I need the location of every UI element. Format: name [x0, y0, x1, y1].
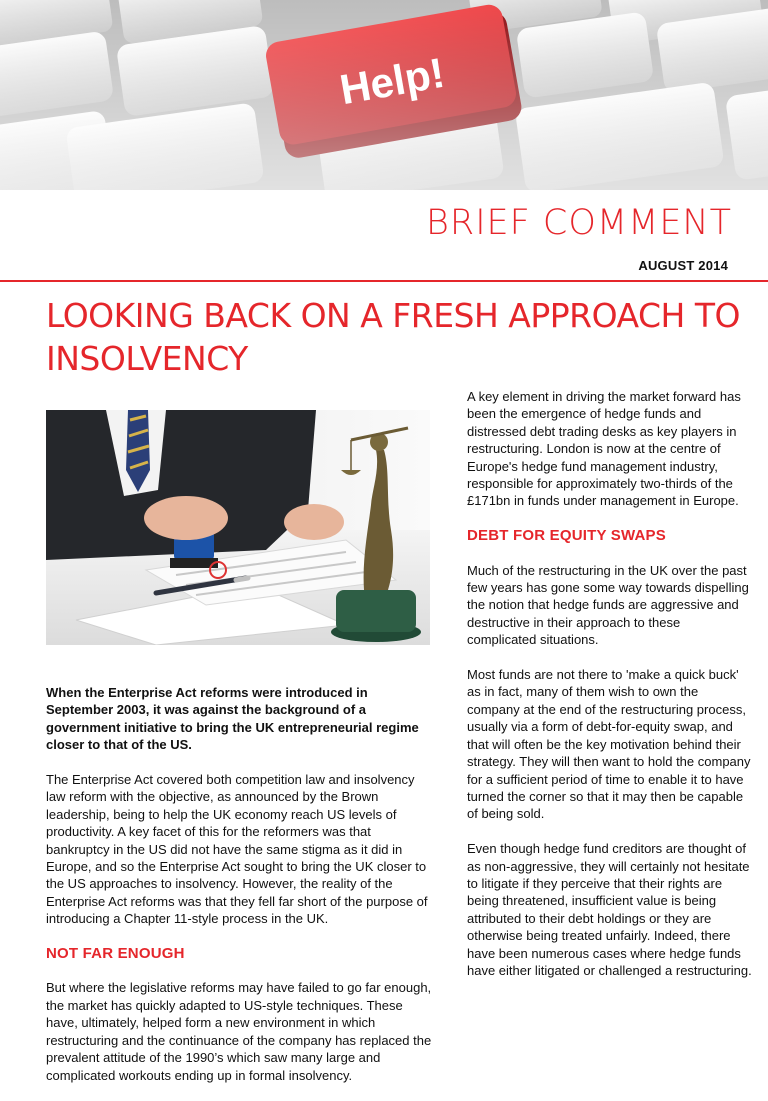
section-heading-debt-for-equity-swaps: DEBT FOR EQUITY SWAPS	[467, 527, 666, 545]
hero-keyboard-image	[0, 0, 768, 190]
article-paragraph: But where the legislative reforms may have failed to go far enough, the market has quickly adapted to US-style techniques. These have, ultimately, helped form a new environment in which restructuring and the continuance of the company has replaced the prevalent attitude of the 1990’s which saw many large and complicated workouts ending up in formal insolvency.	[46, 980, 432, 1083]
article-paragraph: Much of the restructuring in the UK over the past few years has gone some way towards dispelling the notion that hedge funds are aggressive and destructive in their approach to these complicated situations.	[467, 562, 749, 648]
article-photo	[46, 410, 430, 645]
keyboard-illustration	[0, 0, 768, 190]
article-right-column	[467, 388, 753, 997]
issue-date: AUGUST 2014	[638, 258, 728, 273]
section-heading-not-far-enough: NOT FAR ENOUGH	[46, 945, 185, 963]
lawyer-stamping-document-illustration	[46, 410, 430, 645]
article-headline: LOOKING BACK ON A FRESH APPROACH TO INSOLVENCY	[46, 296, 740, 378]
masthead-divider	[0, 280, 768, 282]
article-left-column	[46, 684, 432, 1101]
article-paragraph: A key element in driving the market forward has been the emergence of hedge funds and distressed debt trading desks as key players in restructuring. London is now at the centre of Europe's hedge fund management industry, responsible for approximately two-thirds of the £171bn in funds under management in Europe.	[467, 389, 741, 509]
article-paragraph: Most funds are not there to 'make a quick buck' as in fact, many of them wish to own the company at the end of the restructuring process, usually via a form of debt-for-equity swap, and that will often be the key motivation behind their strategy. They will then want to hold the company for a sufficient period of time to enable it to have turned the corner so that it may then be capable of being sold.	[467, 667, 751, 822]
masthead-title: BRIEF COMMENT	[426, 203, 732, 243]
article-lead-paragraph: When the Enterprise Act reforms were introduced in September 2003, it was against the background of a government initiative to bring the UK entrepreneurial regime closer to that of the US.	[46, 685, 419, 753]
article-paragraph: The Enterprise Act covered both competition law and insolvency law reform with the objective, as announced by the Brown leadership, being to help the UK economy reach US levels of productivity. A key facet of this for the reformers was that bankruptcy in the US did not have the same stigma as it did in Europe, and so the Enterprise Act sought to bring the UK closer to the US approaches to insolvency. However, the reality of the Enterprise Act reforms was that they fell far short of the purpose of introducing a Chapter 11-style process in the UK.	[46, 772, 428, 927]
article-paragraph: Even though hedge fund creditors are thought of as non-aggressive, they will certainly not hesitate to litigate if they perceive that their rights are being threatened, insufficient value is being attributed to their debt holdings or they are otherwise being treated unfairly. Indeed, there have been numerous cases where hedge funds have either litigated or challenged a restructuring.	[467, 841, 752, 978]
